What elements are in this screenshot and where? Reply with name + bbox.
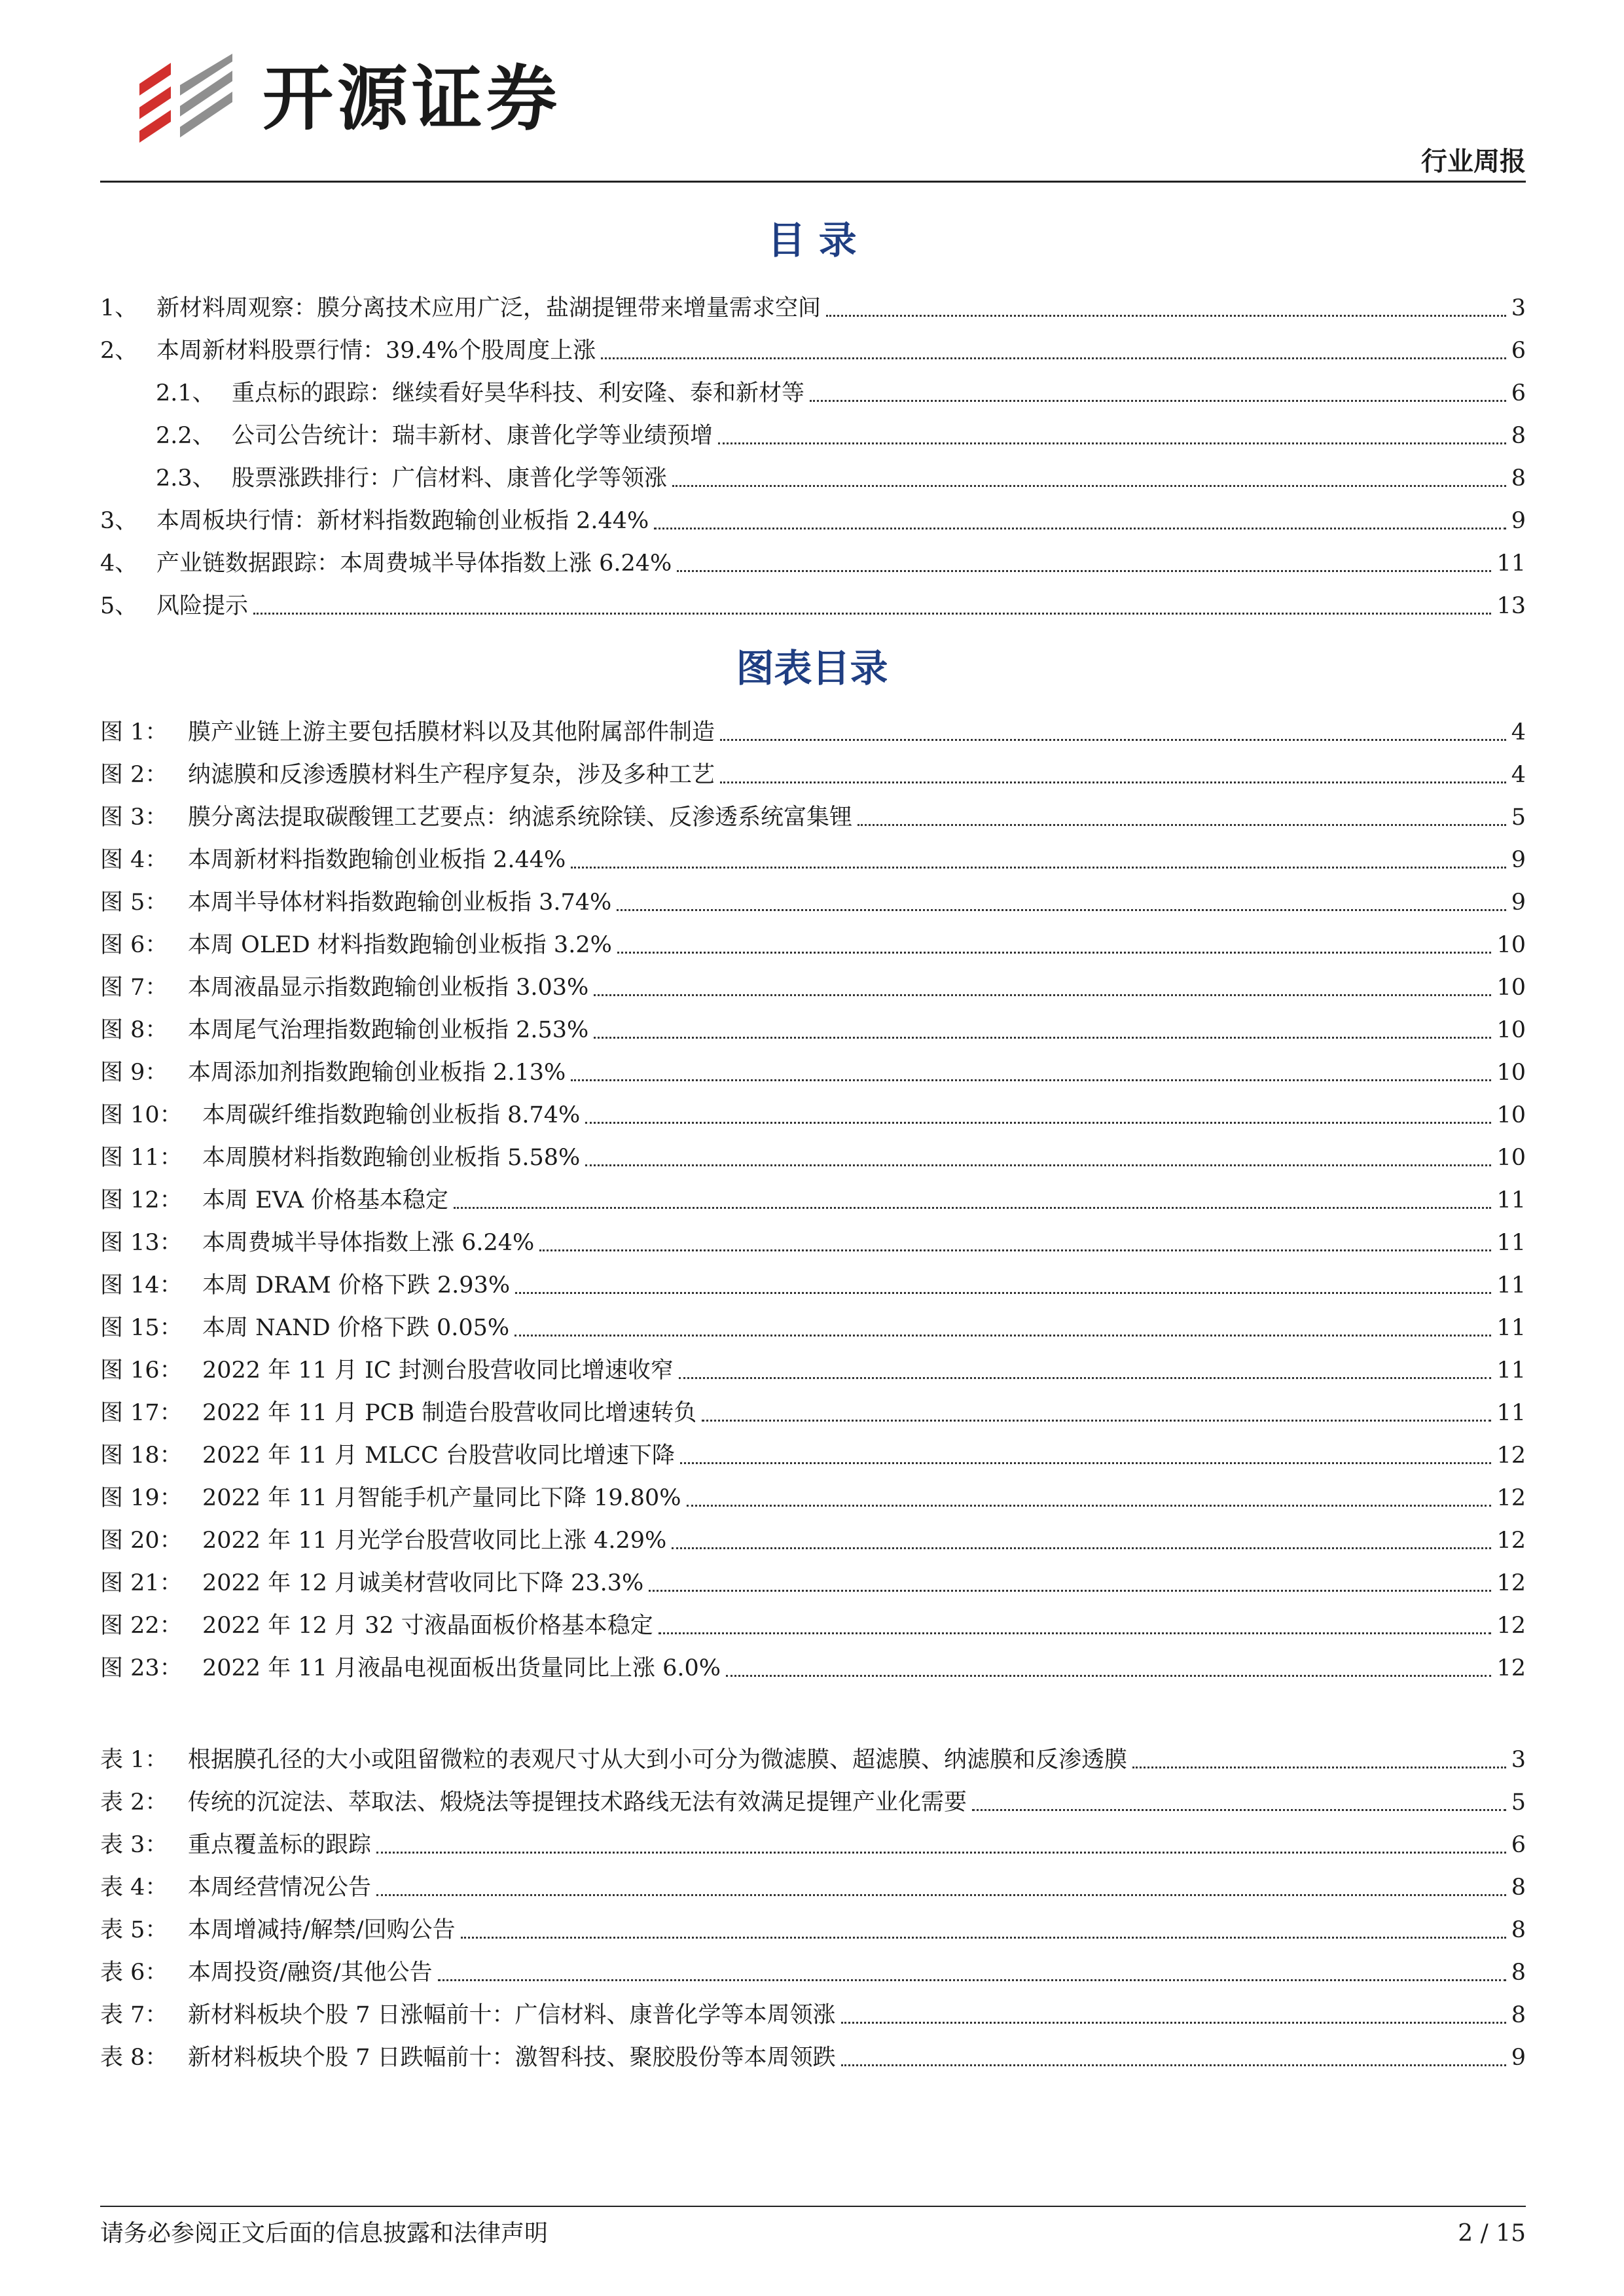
figure-entry-number: 图 9： — [100, 1060, 168, 1086]
table-entry[interactable] — [100, 1996, 1526, 2030]
toc-entry[interactable] — [100, 545, 1526, 579]
toc-entry-label: 产业链数据跟踪：本周费城半导体指数上涨 6.24% — [156, 550, 672, 577]
figure-entry-number: 图 8： — [100, 1017, 168, 1043]
leader-dots — [826, 315, 1506, 317]
figure-entry[interactable] — [100, 926, 1526, 960]
table-entry-number: 表 6： — [100, 1960, 168, 1986]
figure-entry-page: 11 — [1496, 1357, 1526, 1384]
figure-entry[interactable] — [100, 1266, 1526, 1300]
leader-dots — [680, 1462, 1492, 1464]
figure-entry-label: 本周新材料指数跑输创业板指 2.44% — [188, 847, 566, 873]
figure-entry[interactable] — [100, 1564, 1526, 1598]
figure-entry-page: 12 — [1496, 1443, 1526, 1469]
table-entry-label: 新材料板块个股 7 日涨幅前十：广信材料、康普化学等本周领涨 — [188, 2002, 836, 2028]
leader-dots — [515, 1292, 1491, 1294]
figure-entry-label: 2022 年 11 月液晶电视面板出货量同比上涨 6.0% — [202, 1655, 721, 1681]
figure-entry[interactable] — [100, 1139, 1526, 1173]
figure-entry[interactable] — [100, 798, 1526, 833]
leader-dots — [594, 994, 1491, 996]
toc-entry-page: 13 — [1496, 593, 1526, 619]
figure-entry-page: 12 — [1496, 1613, 1526, 1639]
leader-dots — [720, 781, 1506, 783]
figure-entry[interactable] — [100, 1054, 1526, 1088]
leader-dots — [454, 1207, 1491, 1209]
toc-entry[interactable] — [100, 502, 1526, 536]
figure-entry-label: 膜分离法提取碳酸锂工艺要点：纳滤系统除镁、反渗透系统富集锂 — [188, 804, 853, 831]
toc-entry-number: 4、 — [100, 550, 138, 577]
leader-dots — [672, 1547, 1491, 1549]
page-number: 2 / 15 — [1458, 2220, 1526, 2247]
figure-entry-number: 图 21： — [100, 1570, 183, 1596]
toc-entry[interactable] — [100, 289, 1526, 323]
footer-divider — [100, 2206, 1526, 2207]
table-entry-page: 6 — [1511, 1832, 1526, 1858]
figure-entry[interactable] — [100, 1394, 1526, 1428]
figure-entry[interactable] — [100, 1011, 1526, 1045]
figure-entry-page: 10 — [1496, 1060, 1526, 1086]
toc-entry[interactable] — [100, 587, 1526, 621]
table-entry-page: 9 — [1511, 2045, 1526, 2071]
table-entry-label: 根据膜孔径的大小或阻留微粒的表观尺寸从大到小可分为微滤膜、超滤膜、纳滤膜和反渗透膜 — [188, 1747, 1128, 1773]
figure-entry-page: 5 — [1511, 804, 1526, 831]
leader-dots — [376, 1894, 1506, 1896]
figure-entry-label: 本周碳纤维指数跑输创业板指 8.74% — [202, 1102, 581, 1128]
toc-entry-page: 6 — [1511, 338, 1526, 364]
leader-dots — [571, 867, 1506, 869]
table-entry-page: 5 — [1511, 1789, 1526, 1816]
figure-entry-label: 本周 EVA 价格基本稳定 — [202, 1187, 448, 1213]
figure-entry[interactable] — [100, 756, 1526, 790]
table-entry-number: 表 5： — [100, 1917, 168, 1943]
figure-entry-page: 12 — [1496, 1655, 1526, 1681]
figure-entry-label: 本周半导体材料指数跑输创业板指 3.74% — [188, 889, 612, 916]
toc-entry-number: 3、 — [100, 508, 138, 534]
table-entry-label: 本周经营情况公告 — [188, 1874, 372, 1901]
figure-entry-number: 图 12： — [100, 1187, 183, 1213]
leader-dots — [687, 1505, 1492, 1507]
toc-subentry[interactable] — [156, 459, 1526, 493]
toc-entry-page: 6 — [1511, 380, 1526, 406]
table-entry[interactable] — [100, 1911, 1526, 1945]
toc-entry-page: 8 — [1511, 465, 1526, 492]
figure-entry-page: 10 — [1496, 1145, 1526, 1171]
figures-title: 图表目录 — [736, 646, 888, 691]
toc-entry-label: 本周板块行情：新材料指数跑输创业板指 2.44% — [156, 508, 649, 534]
leader-dots — [539, 1249, 1491, 1251]
figure-entry-page: 4 — [1511, 719, 1526, 745]
leader-dots — [857, 824, 1506, 826]
table-entry[interactable] — [100, 1784, 1526, 1818]
toc-entry-page: 11 — [1496, 550, 1526, 577]
figure-entry-label: 2022 年 11 月智能手机产量同比下降 19.80% — [202, 1485, 681, 1511]
figure-entry-label: 2022 年 12 月诚美材营收同比下降 23.3% — [202, 1570, 644, 1596]
toc-title: 目 录 — [767, 218, 857, 262]
toc-entry-number: 2.2、 — [156, 423, 215, 449]
leader-dots — [617, 952, 1492, 954]
toc-entry-number: 2.3、 — [156, 465, 215, 492]
figure-entry-label: 本周添加剂指数跑输创业板指 2.13% — [188, 1060, 566, 1086]
figure-entry-label: 本周尾气治理指数跑输创业板指 2.53% — [188, 1017, 589, 1043]
table-entry[interactable] — [100, 2039, 1526, 2073]
figure-entry-label: 本周 DRAM 价格下跌 2.93% — [202, 1272, 511, 1299]
leader-dots — [972, 1809, 1506, 1811]
table-entry-label: 传统的沉淀法、萃取法、煅烧法等提锂技术路线无法有效满足提锂产业化需要 — [188, 1789, 967, 1816]
leader-dots — [810, 400, 1506, 402]
table-entry-page: 8 — [1511, 1960, 1526, 1986]
figure-entry-label: 2022 年 11 月 IC 封测台股营收同比增速收窄 — [202, 1357, 674, 1384]
leader-dots — [841, 2022, 1506, 2024]
figure-entry-label: 本周 NAND 价格下跌 0.05% — [202, 1315, 510, 1341]
toc-subentry[interactable] — [156, 374, 1526, 408]
footer-disclaimer: 请务必参阅正文后面的信息披露和法律声明 — [100, 2220, 549, 2247]
figure-entry-page: 10 — [1496, 1017, 1526, 1043]
figure-entry-page: 11 — [1496, 1315, 1526, 1341]
leader-dots — [659, 1632, 1492, 1634]
figure-entry-label: 2022 年 11 月光学台股营收同比上涨 4.29% — [202, 1528, 667, 1554]
figure-entry-number: 图 23： — [100, 1655, 183, 1681]
figure-entry[interactable] — [100, 1181, 1526, 1215]
toc-entry-page: 9 — [1511, 508, 1526, 534]
table-entry[interactable] — [100, 1826, 1526, 1860]
table-entry-label: 重点覆盖标的跟踪 — [188, 1832, 372, 1858]
toc-entry[interactable] — [100, 332, 1526, 366]
figure-entry[interactable] — [100, 1649, 1526, 1683]
toc-entry-label: 本周新材料股票行情：39.4%个股周度上涨 — [156, 338, 596, 364]
figure-entry-page: 9 — [1511, 847, 1526, 873]
leader-dots — [253, 613, 1491, 615]
figure-entry-page: 11 — [1496, 1272, 1526, 1299]
figure-entry-page: 4 — [1511, 762, 1526, 788]
header-divider — [100, 181, 1526, 183]
figure-entry-page: 11 — [1496, 1400, 1526, 1426]
table-entry[interactable] — [100, 1741, 1526, 1775]
leader-dots — [514, 1335, 1491, 1336]
figure-entry-page: 12 — [1496, 1570, 1526, 1596]
figure-entry[interactable] — [100, 884, 1526, 918]
figure-entry-number: 图 3： — [100, 804, 168, 831]
leader-dots — [841, 2064, 1506, 2066]
brand-logo-icon — [134, 54, 245, 145]
figure-entry-label: 2022 年 12 月 32 寸液晶面板价格基本稳定 — [202, 1613, 653, 1639]
figure-entry-number: 图 15： — [100, 1315, 183, 1341]
toc-entry-label: 重点标的跟踪：继续看好昊华科技、利安隆、泰和新材等 — [232, 380, 805, 406]
figure-entry[interactable] — [100, 1437, 1526, 1471]
toc-entry-page: 3 — [1511, 295, 1526, 321]
leader-dots — [594, 1037, 1491, 1039]
toc-entry-label: 风险提示 — [156, 593, 249, 619]
figure-entry[interactable] — [100, 969, 1526, 1003]
table-entry-number: 表 2： — [100, 1789, 168, 1816]
toc-entry-label: 公司公告统计：瑞丰新材、康普化学等业绩预增 — [232, 423, 713, 449]
figure-entry-number: 图 18： — [100, 1443, 183, 1469]
toc-entry-number: 2、 — [100, 338, 138, 364]
toc-entry-label: 新材料周观察：膜分离技术应用广泛，盐湖提锂带来增量需求空间 — [156, 295, 821, 321]
figure-entry-number: 图 17： — [100, 1400, 183, 1426]
table-entry-label: 新材料板块个股 7 日跌幅前十：激智科技、聚胶股份等本周领跌 — [188, 2045, 836, 2071]
table-entry-page: 8 — [1511, 2002, 1526, 2028]
figure-entry-number: 图 16： — [100, 1357, 183, 1384]
table-entry-page: 3 — [1511, 1747, 1526, 1773]
table-entry-label: 本周投资/融资/其他公告 — [188, 1960, 433, 1986]
figure-entry[interactable] — [100, 1479, 1526, 1513]
figure-entry-label: 本周费城半导体指数上涨 6.24% — [202, 1230, 535, 1256]
figure-entry-number: 图 1： — [100, 719, 168, 745]
leader-dots — [702, 1420, 1491, 1422]
toc-entry-number: 5、 — [100, 593, 138, 619]
figure-entry-label: 2022 年 11 月 PCB 制造台股营收同比增速转负 — [202, 1400, 697, 1426]
figure-entry-number: 图 13： — [100, 1230, 183, 1256]
figure-entry[interactable] — [100, 1607, 1526, 1641]
table-entry[interactable] — [100, 1869, 1526, 1903]
leader-dots — [679, 1377, 1492, 1379]
figure-entry[interactable] — [100, 1224, 1526, 1258]
brand-logo — [134, 54, 561, 145]
leader-dots — [677, 570, 1491, 572]
leader-dots — [1132, 1767, 1506, 1768]
figure-entry-number: 图 14： — [100, 1272, 183, 1299]
figure-entry-page: 9 — [1511, 889, 1526, 916]
leader-dots — [720, 739, 1506, 741]
table-entry-page: 8 — [1511, 1874, 1526, 1901]
figure-entry-number: 图 10： — [100, 1102, 183, 1128]
leader-dots — [461, 1937, 1506, 1939]
toc-subentry[interactable] — [156, 417, 1526, 451]
figure-entry-label: 2022 年 11 月 MLCC 台股营收同比增速下降 — [202, 1443, 675, 1469]
toc-entry-label: 股票涨跌排行：广信材料、康普化学等领涨 — [232, 465, 668, 492]
table-entry-number: 表 8： — [100, 2045, 168, 2071]
figure-entry-number: 图 20： — [100, 1528, 183, 1554]
leader-dots — [601, 357, 1506, 359]
toc-entry-page: 8 — [1511, 423, 1526, 449]
figure-entry-label: 纳滤膜和反渗透膜材料生产程序复杂，涉及多种工艺 — [188, 762, 715, 788]
figure-entry-number: 图 11： — [100, 1145, 183, 1171]
leader-dots — [438, 1979, 1506, 1981]
leader-dots — [376, 1852, 1506, 1854]
figure-entry-number: 图 5： — [100, 889, 168, 916]
table-entry-number: 表 1： — [100, 1747, 168, 1773]
figure-entry-page: 10 — [1496, 932, 1526, 958]
leader-dots — [718, 442, 1506, 444]
figure-entry-label: 本周 OLED 材料指数跑输创业板指 3.2% — [188, 932, 612, 958]
figure-entry[interactable] — [100, 1096, 1526, 1130]
figure-entry-label: 本周膜材料指数跑输创业板指 5.58% — [202, 1145, 581, 1171]
figure-entry[interactable] — [100, 1522, 1526, 1556]
figure-entry[interactable] — [100, 1352, 1526, 1386]
leader-dots — [571, 1079, 1491, 1081]
brand-name: 开源证券 — [262, 58, 562, 140]
table-entry-number: 表 4： — [100, 1874, 168, 1901]
figure-entry-number: 图 22： — [100, 1613, 183, 1639]
figure-entry-label: 膜产业链上游主要包括膜材料以及其他附属部件制造 — [188, 719, 715, 745]
figure-entry-page: 11 — [1496, 1230, 1526, 1256]
leader-dots — [726, 1675, 1491, 1677]
toc-entry-number: 2.1、 — [156, 380, 215, 406]
figure-entry-label: 本周液晶显示指数跑输创业板指 3.03% — [188, 975, 589, 1001]
figure-entry-page: 10 — [1496, 975, 1526, 1001]
figure-entry[interactable] — [100, 841, 1526, 875]
table-entry-number: 表 3： — [100, 1832, 168, 1858]
leader-dots — [585, 1122, 1491, 1124]
figure-entry-page: 10 — [1496, 1102, 1526, 1128]
table-entry-number: 表 7： — [100, 2002, 168, 2028]
figure-entry-number: 图 4： — [100, 847, 168, 873]
report-type: 行业周报 — [1421, 147, 1526, 177]
figure-entry-number: 图 7： — [100, 975, 168, 1001]
figure-entry-page: 11 — [1496, 1187, 1526, 1213]
table-entry[interactable] — [100, 1954, 1526, 1988]
leader-dots — [654, 528, 1506, 529]
figure-entry-page: 12 — [1496, 1485, 1526, 1511]
figure-entry-number: 图 2： — [100, 762, 168, 788]
toc-entry-number: 1、 — [100, 295, 138, 321]
figure-entry[interactable] — [100, 713, 1526, 747]
leader-dots — [672, 485, 1506, 487]
leader-dots — [649, 1590, 1491, 1592]
leader-dots — [585, 1164, 1491, 1166]
figure-entry[interactable] — [100, 1309, 1526, 1343]
figure-entry-number: 图 6： — [100, 932, 168, 958]
leader-dots — [617, 909, 1506, 911]
figure-entry-number: 图 19： — [100, 1485, 183, 1511]
figure-entry-page: 12 — [1496, 1528, 1526, 1554]
table-entry-page: 8 — [1511, 1917, 1526, 1943]
table-entry-label: 本周增减持/解禁/回购公告 — [188, 1917, 456, 1943]
